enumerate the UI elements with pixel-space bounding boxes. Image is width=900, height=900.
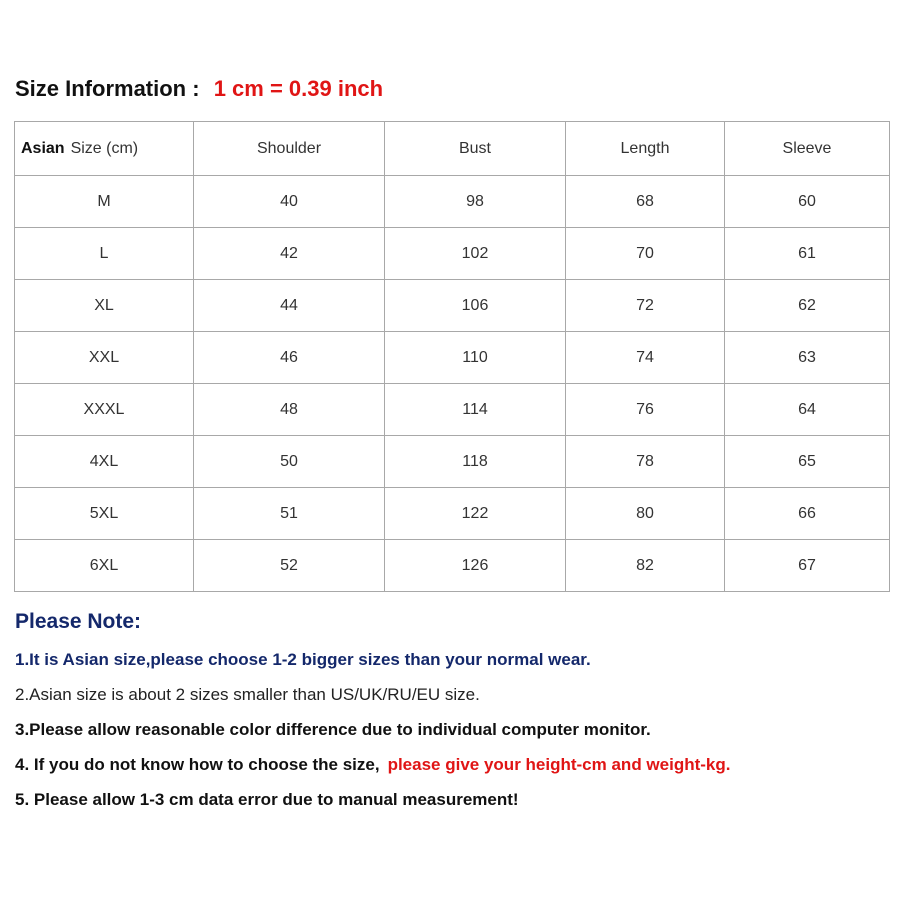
note-4-main: 4. If you do not know how to choose the size,: [15, 755, 380, 774]
value-cell: 64: [725, 384, 890, 436]
value-cell: 126: [385, 540, 566, 592]
value-cell: 72: [566, 280, 725, 332]
size-cell: XXXL: [15, 384, 194, 436]
table-row: [15, 332, 890, 384]
value-cell: 40: [194, 176, 385, 228]
value-cell: 78: [566, 436, 725, 488]
column-header-sleeve: Sleeve: [725, 122, 890, 176]
please-note-heading: Please Note:: [15, 610, 142, 633]
note-1: 1.It is Asian size,please choose 1-2 bigger sizes than your normal wear.: [15, 650, 591, 669]
table-row: [15, 436, 890, 488]
value-cell: 63: [725, 332, 890, 384]
value-cell: 50: [194, 436, 385, 488]
value-cell: 61: [725, 228, 890, 280]
table-row: [15, 540, 890, 592]
size-cell: 5XL: [15, 488, 194, 540]
value-cell: 67: [725, 540, 890, 592]
size-table: [14, 121, 890, 592]
value-cell: 70: [566, 228, 725, 280]
value-cell: 42: [194, 228, 385, 280]
corner-size-label: Size (cm): [70, 139, 139, 157]
value-cell: 98: [385, 176, 566, 228]
note-4-highlight: please give your height-cm and weight-kg.: [387, 755, 731, 774]
size-cell: XXL: [15, 332, 194, 384]
value-cell: 44: [194, 280, 385, 332]
conversion-text: 1 cm = 0.39 inch: [213, 76, 384, 101]
value-cell: 65: [725, 436, 890, 488]
value-cell: 80: [566, 488, 725, 540]
table-row: [15, 228, 890, 280]
column-header-length: Length: [566, 122, 725, 176]
corner-asian-label: Asian: [21, 139, 65, 157]
value-cell: 62: [725, 280, 890, 332]
note-4: [15, 755, 730, 775]
column-header-bust: Bust: [385, 122, 566, 176]
value-cell: 52: [194, 540, 385, 592]
table-row: [15, 280, 890, 332]
value-cell: 74: [566, 332, 725, 384]
table-row: [15, 488, 890, 540]
column-header-shoulder: Shoulder: [194, 122, 385, 176]
note-5: 5. Please allow 1-3 cm data error due to manual measurement!: [15, 790, 519, 809]
note-3: 3.Please allow reasonable color difference due to individual computer monitor.: [15, 720, 651, 739]
table-row: [15, 384, 890, 436]
value-cell: 76: [566, 384, 725, 436]
value-cell: 118: [385, 436, 566, 488]
value-cell: 66: [725, 488, 890, 540]
table-header-row: [15, 122, 890, 176]
size-info-title: [15, 76, 383, 102]
value-cell: 122: [385, 488, 566, 540]
value-cell: 82: [566, 540, 725, 592]
size-cell: 6XL: [15, 540, 194, 592]
value-cell: 102: [385, 228, 566, 280]
value-cell: 114: [385, 384, 566, 436]
size-cell: L: [15, 228, 194, 280]
value-cell: 51: [194, 488, 385, 540]
table-corner-cell: [15, 122, 194, 176]
value-cell: 106: [385, 280, 566, 332]
value-cell: 68: [566, 176, 725, 228]
size-cell: 4XL: [15, 436, 194, 488]
size-cell: XL: [15, 280, 194, 332]
note-2: 2.Asian size is about 2 sizes smaller than US/UK/RU/EU size.: [15, 685, 480, 704]
value-cell: 48: [194, 384, 385, 436]
table-row: [15, 176, 890, 228]
size-info-label: Size Information :: [15, 76, 200, 101]
size-cell: M: [15, 176, 194, 228]
value-cell: 46: [194, 332, 385, 384]
value-cell: 60: [725, 176, 890, 228]
value-cell: 110: [385, 332, 566, 384]
